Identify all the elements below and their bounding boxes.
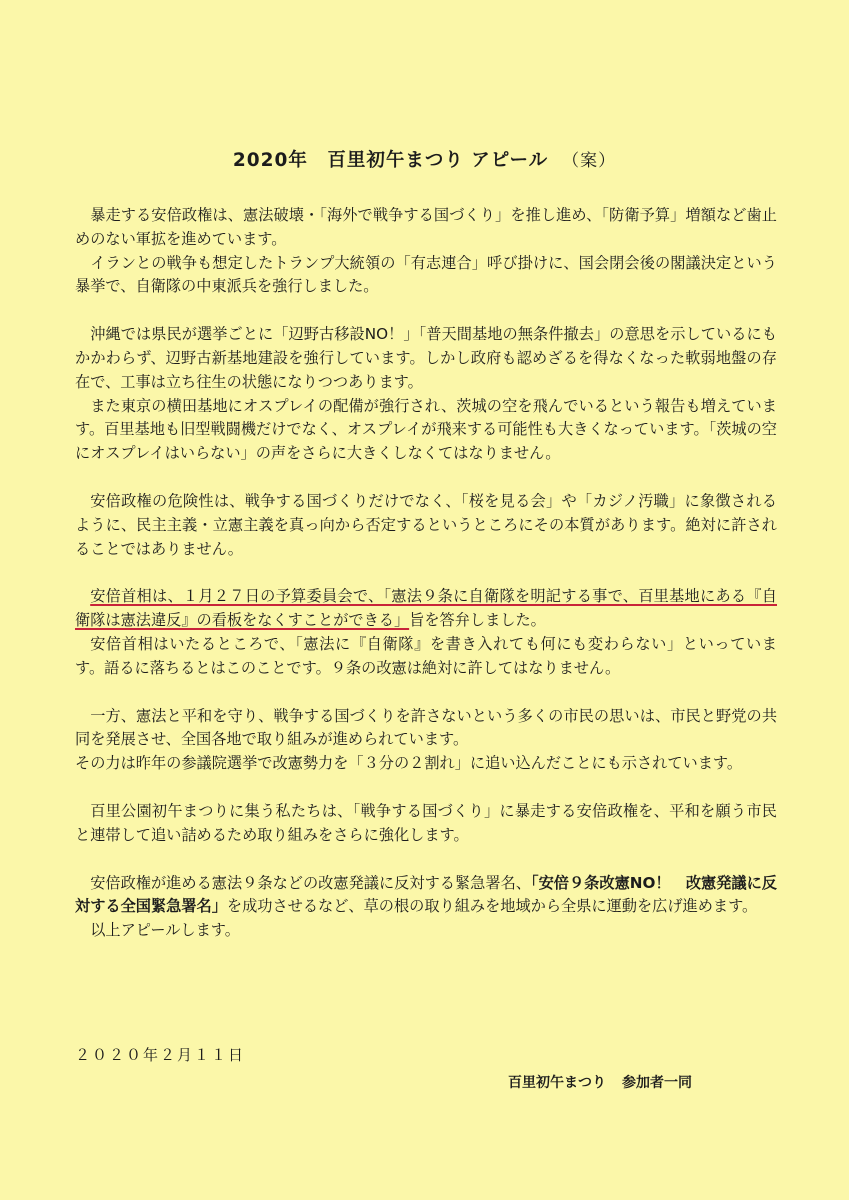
paragraph-11-post: を成功させるなど、草の根の取り組みを地域から全県に運動を広げ進めます。 — [226, 897, 758, 916]
paragraph-5: 安倍政権の危険性は、戦争する国づくりだけでなく、「桜を見る会」や「カジノ汚職」に象徴されるように、民主主義・立憲主義を真っ向から否定するというところにその本質があります。絶対に許されることではありません。 — [75, 491, 777, 558]
spacer — [75, 299, 777, 323]
signature-org: 百里初午まつり — [508, 1075, 606, 1091]
spacer — [75, 776, 777, 800]
paragraph-12: 以上アピールします。 — [90, 921, 240, 940]
title-draft-label: （案） — [562, 151, 617, 171]
paragraph-11 — [75, 872, 777, 920]
spacer — [75, 681, 777, 705]
spacer — [75, 561, 777, 585]
paragraph-4: また東京の横田基地にオスプレイの配備が強行され、茨城の空を飛んでいるという報告も増えています。百里基地も旧型戦闘機だけでなく、オスプレイが飛来する可能性も大きくなっています。「茨城の空にオスプレイはいらない」の声をさらに大きくしなくてはなりません。 — [75, 396, 777, 463]
petition-name: 「安倍９条改憲NO！ 改憲発議に反対する全国緊急署名」 — [75, 873, 777, 916]
spacer — [75, 466, 777, 490]
signature — [508, 1072, 692, 1092]
document-date: ２０２０年２月１１日 — [75, 1046, 246, 1064]
paragraph-1: 暴走する安倍政権は、憲法破壊・「海外で戦争する国づくり」を推し進め、「防衛予算」増額など歯止めのない軍拡を進めています。 — [75, 206, 777, 248]
paragraph-7: 安倍首相はいたるところで、「憲法に『自衛隊』を書き入れても何にも変わらない」といっています。語るに落ちるとはこのことです。９条の改憲は絶対に許してはなりません。 — [75, 634, 777, 677]
underlined-quote: 安倍首相は、１月２７日の予算委員会で、「憲法９条に自衛隊を明記する事で、百里基地にある『自衛隊は憲法違反』の看板をなくすことができる」 — [75, 587, 777, 630]
paragraph-11-pre: 安倍政権が進める憲法９条などの改憲発議に反対する緊急署名、 — [90, 873, 531, 892]
signature-who: 参加者一同 — [622, 1075, 692, 1091]
spacer — [75, 848, 777, 872]
paragraph-8: 一方、憲法と平和を守り、戦争する国づくりを許さないという多くの市民の思いは、市民と野党の共同を発展させ、全国各地で取り組みが進められています。 — [75, 706, 778, 749]
title-main: 2020年 百里初午まつり アピール — [232, 150, 549, 171]
paragraph-2: イランとの戦争も想定したトランプ大統領の「有志連合」呼び掛けに、国会閉会後の閣議決定という暴挙で、自衛隊の中東派兵を強行しました。 — [75, 253, 777, 296]
paragraph-3: 沖縄では県民が選挙ごとに「辺野古移設NO！」「普天間基地の無条件撤去」の意思を示しているにもかかわらず、辺野古新基地建設を強行しています。しかし政府も認めざるを得なくなった軟弱地盤の存在で、工事は立ち往生の状態になりつつあります。 — [75, 325, 777, 391]
document-title — [0, 146, 849, 172]
paragraph-10: 百里公園初午まつりに集う私たちは、「戦争する国づくり」に暴走する安倍政権を、平和を願う市民と連帯して追い詰めるため取り組みをさらに強化します。 — [75, 801, 777, 844]
paragraph-9: その力は昨年の参議院選挙で改憲勢力を「３分の２割れ」に追い込んだことにも示されています。 — [75, 754, 743, 773]
paragraph-6 — [75, 585, 777, 633]
appeal-body — [75, 204, 777, 943]
paragraph-6-rest: 旨を答弁しました。 — [409, 611, 546, 630]
